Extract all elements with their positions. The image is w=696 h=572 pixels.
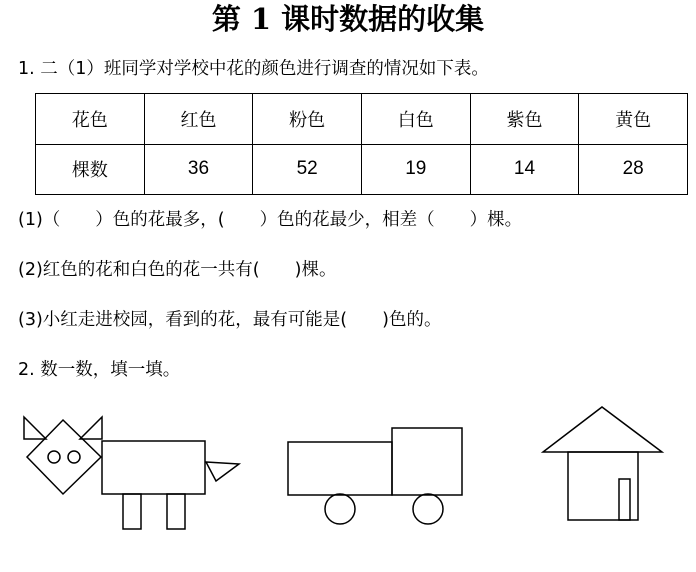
table-cell: 52 (253, 144, 362, 195)
table-cell: 紫色 (470, 94, 579, 145)
truck-cab (392, 428, 462, 495)
table-cell: 红色 (144, 94, 253, 145)
table-cell: 花色 (36, 94, 145, 145)
truck-rear-wheel (325, 494, 355, 524)
truck-front-wheel (413, 494, 443, 524)
cow-right-ear (80, 417, 102, 439)
page-title: 第 1 课时数据的收集 (211, 2, 485, 36)
house-figure (543, 407, 662, 520)
question-2-text: 2. 数一数，填一填。 (18, 360, 181, 380)
house-wall (568, 452, 638, 520)
table-header-row (36, 94, 688, 145)
cow-tail (206, 462, 239, 481)
cow-left-leg (123, 494, 141, 529)
question-1-text: 1. 二（1）班同学对学校中花的颜色进行调查的情况如下表。 (18, 59, 489, 79)
flower-color-table (35, 93, 688, 195)
cow-body (102, 441, 205, 494)
house-roof (543, 407, 662, 452)
question-1-sub-1: (1)（ ）色的花最多，( ）色的花最少，相差（ ）棵。 (18, 210, 523, 230)
cow-figure (24, 417, 239, 529)
question-1-sub-2: (2)红色的花和白色的花一共有( )棵。 (18, 260, 337, 280)
shape-figures (0, 395, 696, 535)
table-cell: 黄色 (579, 94, 688, 145)
table-cell: 14 (470, 144, 579, 195)
table-cell: 36 (144, 144, 253, 195)
question-1-sub-3: (3)小红走进校园，看到的花，最有可能是( )色的。 (18, 310, 442, 330)
cow-left-eye (48, 451, 60, 463)
table-cell: 28 (579, 144, 688, 195)
table-row (36, 144, 688, 195)
truck-figure (288, 428, 462, 524)
cow-right-eye (68, 451, 80, 463)
house-door (619, 479, 630, 520)
table-cell: 19 (361, 144, 470, 195)
truck-cargo-box (288, 442, 392, 495)
cow-right-leg (167, 494, 185, 529)
table-cell: 棵数 (36, 144, 145, 195)
table-cell: 粉色 (253, 94, 362, 145)
cow-left-ear (24, 417, 46, 439)
table-cell: 白色 (361, 94, 470, 145)
